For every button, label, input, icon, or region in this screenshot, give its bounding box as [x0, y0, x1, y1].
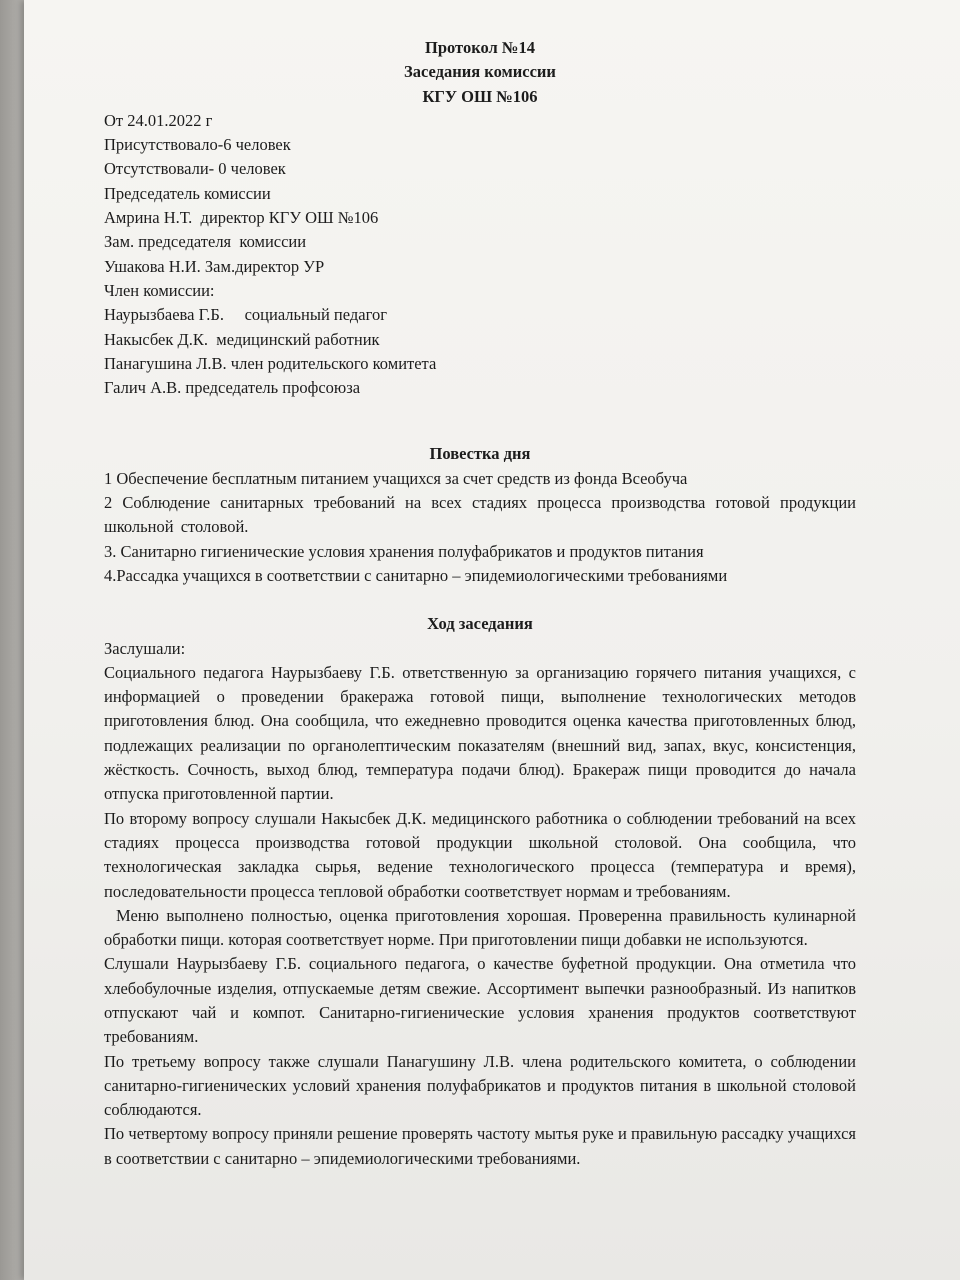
- member-item: Панагушина Л.В. член родительского комитета: [104, 353, 437, 373]
- meeting-date: От 24.01.2022 г: [104, 110, 213, 130]
- deputy-name: Ушакова Н.И. Зам.директор УР: [104, 256, 325, 276]
- proceedings-title: Ход заседания: [427, 614, 533, 634]
- proceedings-paragraph: Слушали Наурызбаеву Г.Б. социального педагога, о качестве буфетной продукции. Она отметила что хлебобулочные изделия, отпускаемые детям свежие. Ассортимент выпечки разнообразный. Из напитков отпускают чай и компот. Санитарно-гигиенические условия хранения продуктов соответствуют требованиям.: [104, 954, 856, 1047]
- proceedings-paragraph: Социального педагога Наурызбаеву Г.Б. ответственную за организацию горячего питания учащихся, с информацией о проведении бракеража готовой пищи, выполнение технологических методов приготовления блюд. Она сообщила, что ежедневно проводится оценка качества приготовленных блюд, подлежащих реализации по органолептическим показателям (внешний вид, запах, вкус, консистенция, жёсткость. Сочность, выход блюд, температура подачи блюд). Бракераж пищи проводится до начала отпуска приготовленной партии.: [104, 662, 856, 804]
- doc-title: Протокол №14: [425, 38, 535, 57]
- proceedings-paragraph: По третьему вопросу также слушали Панагушину Л.В. члена родительского комитета, о соблюдении санитарно-гигиенических условий хранения полуфабрикатов и продуктов питания в школьной столовой соблюдаются.: [104, 1051, 856, 1120]
- proceedings-paragraph: Меню выполнено полностью, оценка приготовления хорошая. Проверенна правильность кулинарной обработки пищи. которая соответствует норме. При приготовлении пищи добавки не используются.: [104, 905, 856, 950]
- member-item: Накысбек Д.К. медицинский работник: [104, 329, 380, 349]
- proceedings-paragraph: По второму вопросу слушали Накысбек Д.К. медицинского работника о соблюдении требований на всех стадиях процесса производства готовой продукции школьной столовой. Она сообщила, что технологическая закладка сырья, ведение технологического процесса (температура и время), последовательности процесса тепловой обработки соответствует нормам и требованиям.: [104, 808, 856, 901]
- chair-label: Председатель комиссии: [104, 183, 271, 203]
- member-label: Член комиссии:: [104, 280, 215, 300]
- member-item: Галич А.В. председатель профсоюза: [104, 378, 361, 398]
- member-item: Наурызбаева Г.Б. социальный педагог: [104, 305, 387, 325]
- deputy-label: Зам. председателя комиссии: [104, 232, 307, 252]
- agenda-item: 4.Рассадка учащихся в соответствии с санитарно – эпидемиологическими требованиями: [104, 565, 728, 585]
- agenda-item: 1 Обеспечение бесплатным питанием учащихся за счет средств из фонда Всеобуча: [104, 468, 688, 488]
- doc-subtitle: Заседания комиссии: [404, 62, 556, 82]
- chair-name: Амрина Н.Т. директор КГУ ОШ №106: [104, 208, 379, 228]
- present-count: Присутствовало-6 человек: [104, 135, 291, 155]
- heard-label: Заслушали:: [104, 638, 186, 658]
- agenda-title: Повестка дня: [429, 444, 531, 464]
- agenda-item: 2 Соблюдение санитарных требований на всех стадиях процесса производства готовой продукции школьной столовой.: [104, 493, 856, 537]
- proceedings-paragraph: По четвертому вопросу приняли решение проверять частоту мытья руке и правильную рассадку учащихся в соответствии с санитарно – эпидемиологическими требованиями.: [104, 1124, 856, 1168]
- doc-org: КГУ ОШ №106: [422, 86, 538, 106]
- agenda-item: 3. Санитарно гигиенические условия хранения полуфабрикатов и продуктов питания: [104, 541, 704, 561]
- document-content: [104, 36, 856, 1171]
- absent-count: Отсутствовали- 0 человек: [104, 159, 286, 179]
